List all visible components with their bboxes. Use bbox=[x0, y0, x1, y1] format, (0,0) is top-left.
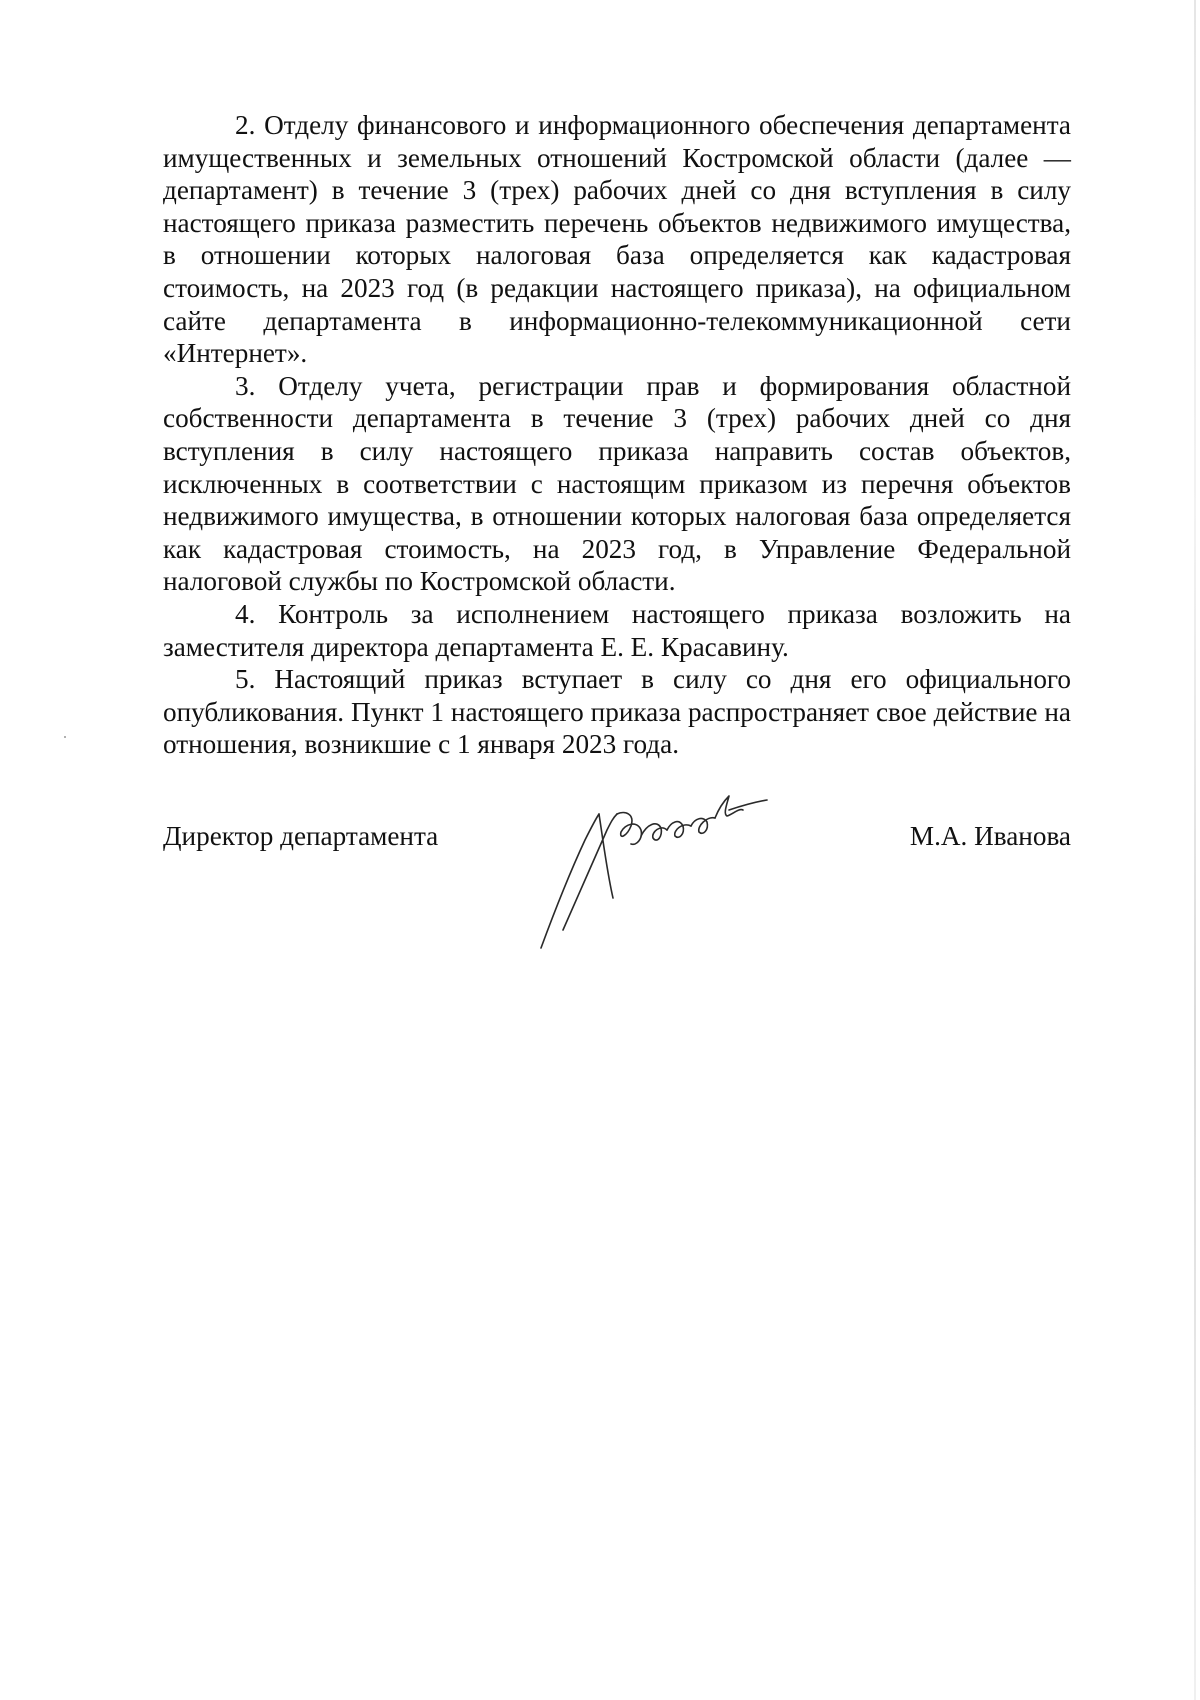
signatory-name: М.А. Иванова bbox=[909, 821, 1071, 851]
signature-block bbox=[163, 820, 1071, 960]
paragraph-item-5: 5. Настоящий приказ вступает в силу со дня его официального опубликования. Пункт 1 настоящего приказа распространяет свое действие на отношения, возникшие с 1 января 2023 года. bbox=[163, 664, 1071, 760]
paragraph-item-4: 4. Контроль за исполнением настоящего приказа возложить на заместителя директора департамента Е. Е. Красавину. bbox=[163, 598, 1071, 662]
document-body bbox=[163, 109, 1071, 761]
handwritten-signature bbox=[533, 780, 773, 950]
paragraph-item-3: 3. Отделу учета, регистрации прав и формирования областной собственности департамента в течение 3 (трех) рабочих дней со дня вступления в силу настоящего приказа направить состав объектов, исключенных в соответствии с настоящим приказом из перечня объектов недвижимого имущества, в отношении которых налоговая база определяется как кадастровая стоимость, на 2023 год, в Управление Федеральной налоговой службы по Костромской области. bbox=[163, 370, 1071, 597]
page-edge-shadow bbox=[1194, 0, 1196, 1700]
paragraph-item-2: 2. Отделу финансового и информационного обеспечения департамента имущественных и земельных отношений Костромской области (далее — департамент) в течение 3 (трех) рабочих дней со дня вступления в силу настоящего приказа разместить перечень объектов недвижимого имущества, в отношении которых налоговая база определяется как кадастровая стоимость, на 2023 год (в редакции настоящего приказа), на официальном сайте департамента в информационно-телекоммуникационной сети «Интернет». bbox=[163, 110, 1071, 369]
signatory-title: Директор департамента bbox=[163, 821, 439, 851]
scan-speck bbox=[64, 736, 66, 738]
